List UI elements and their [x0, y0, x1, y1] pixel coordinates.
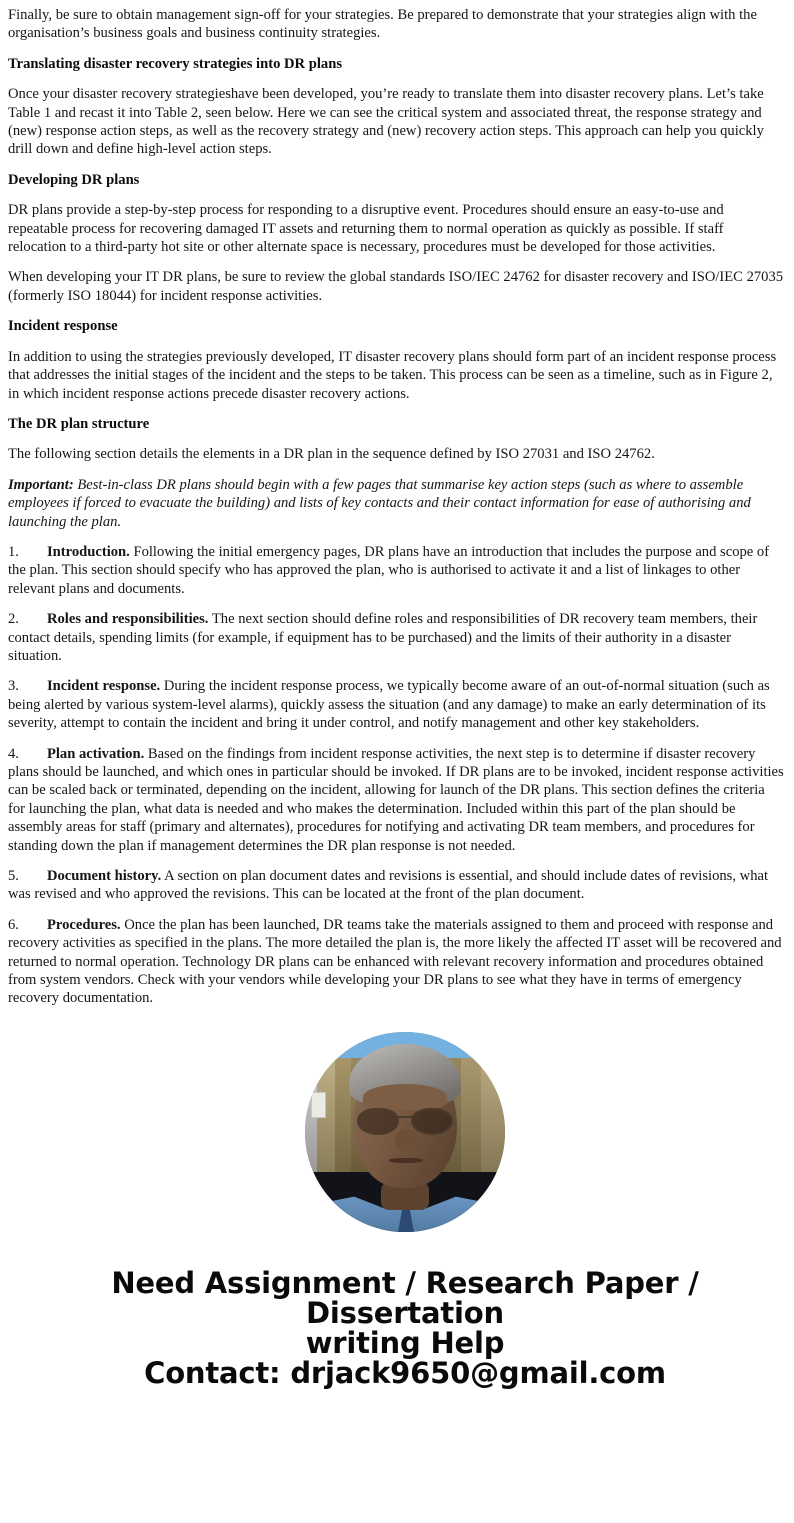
heading-developing-dr-plans: Developing DR plans [8, 171, 140, 188]
list-item [8, 677, 784, 732]
list-item-text: Once the plan has been launched, DR teams take the materials assigned to them and proceed with response and recovery activities as specified in the plans. The more detailed the plan is, the more likely the affected IT asset will be recovered and returned to normal operation. Technology DR plans can be enhanced with relevant recovery information and procedures obtained from system vendors. Check with your vendors while developing your DR plans to see what they have in terms of emergency recovery documentation. [8, 916, 782, 1007]
list-item-label: Procedures. [46, 916, 121, 933]
heading-incident-response: Incident response [8, 318, 118, 335]
list-item [8, 543, 784, 598]
list-item-label: Roles and responsibilities. [46, 611, 209, 628]
heading-dr-plan-structure: The DR plan structure [8, 415, 150, 432]
footer-advert [8, 1265, 794, 1390]
important-note-lead: Important: [8, 476, 74, 493]
portrait-lens-right [411, 1108, 453, 1135]
glasses-icon [357, 1108, 453, 1132]
paragraph-incident-response-body: In addition to using the strategies previously developed, IT disaster recovery plans should form part of an incident response process that addresses the initial stages of the incident and the steps to be taken. This process can be seen as a timeline, such as in Figure 2, in which incident response actions precede disaster recovery actions. [8, 348, 777, 402]
list-item-number: 4. [8, 745, 19, 762]
paragraph-translating-body: Once your disaster recovery strategieshave been developed, you’re ready to translate them into disaster recovery plans. Let’s take Table 1 and recast it into Table 2, seen below. Here we can see the critical system and associated threat, the response strategy and (new) response action steps, as well as the recovery strategy and (new) recovery action steps. This approach can help you quickly drill down and define high-level action steps. [8, 86, 764, 158]
paragraph-signoff: Finally, be sure to obtain management sign-off for your strategies. Be prepared to demonstrate that your strategies align with the organisation’s business goals and business continuity strategies. [8, 7, 757, 42]
avatar [305, 1032, 505, 1232]
portrait-lens-left [357, 1108, 399, 1135]
list-item-text: Based on the findings from incident response activities, the next step is to determine if disaster recovery plans should be launched, and which ones in particular should be invoked. If DR plans are to be invoked, incident response activities can be scaled back or terminated, depending on the incident, allowing for launch of the DR plans. This section defines the criteria for launching the plan, what data is needed and who makes the determination. Included within this part of the plan should be assembly areas for staff (primary and alternates), procedures for notifying and activating DR team members, and procedures for standing down the plan if management determines the DR plan response is not needed. [8, 745, 784, 854]
list-item-number: 6. [8, 916, 19, 933]
portrait-forehead [363, 1084, 447, 1110]
portrait-container [8, 1032, 794, 1232]
list-item-text: The next section should define roles and responsibilities of DR recovery team members, their contact details, spending limits (for example, if equipment has to be purchased) and the limits of their authority in a disaster situation. [8, 611, 758, 664]
footer-line-1: Need Assignment / Research Paper / Dissertation [111, 1265, 699, 1330]
list-item-text: Following the initial emergency pages, DR plans have an introduction that includes the purpose and scope of the plan. This section should specify who has approved the plan, who is authorised to activate it and a list of linkages to other relevant plans and documents. [8, 543, 770, 597]
list-item-number: 5. [8, 868, 19, 885]
important-note-text: Best-in-class DR plans should begin with a few pages that summarise key action steps (such as where to assemble employees if forced to evacuate the building) and lists of key contacts and their contact information for ease of authorising and launching the plan. [8, 476, 751, 530]
list-item-label: Document history. [46, 868, 162, 885]
paragraph-dr-structure-body: The following section details the elements in a DR plan in the sequence defined by ISO 27031 and ISO 24762. [8, 446, 655, 463]
list-item-text: During the incident response process, we typically become aware of an out-of-normal situation (such as being alerted by various system-level alarms), quickly assess the situation (and any damage) to make an early determination of its severity, attempt to contain the incident and bring it under control, and notify management and other key stakeholders. [8, 678, 770, 732]
portrait-mouth [389, 1158, 423, 1163]
list-item-number: 1. [8, 543, 19, 560]
footer-contact-email: Contact: drjack9650@gmail.com [144, 1355, 666, 1390]
heading-translating-strategies: Translating disaster recovery strategies into DR plans [8, 55, 343, 72]
portrait-nose [395, 1130, 417, 1152]
paragraph-developing-body-1: DR plans provide a step-by-step process for responding to a disruptive event. Procedures should ensure an easy-to-use and repeatable process for recovering damaged IT assets and returning them to normal operation as quickly as possible. If staff relocation to a third-party hot site or other alternate space is necessary, procedures must be developed for those activities. [8, 202, 724, 256]
important-note [8, 476, 784, 531]
list-item [8, 610, 784, 665]
list-item [8, 916, 784, 1008]
list-item [8, 745, 784, 855]
list-item-label: Introduction. [46, 543, 130, 560]
list-item-label: Incident response. [46, 678, 161, 695]
footer-line-2: writing Help [305, 1325, 505, 1360]
list-item-label: Plan activation. [46, 745, 145, 762]
paragraph-developing-body-2: When developing your IT DR plans, be sure to review the global standards ISO/IEC 24762 for disaster recovery and ISO/IEC 27035 (formerly ISO 18044) for incident response activities. [8, 269, 784, 304]
list-item-text: A section on plan document dates and revisions is essential, and should include dates of revisions, what was revised and who approved the revisions. This can be located at the front of the plan document. [8, 868, 769, 903]
portrait-wall-outlet [311, 1092, 326, 1118]
list-item-number: 2. [8, 611, 19, 628]
list-item [8, 867, 784, 904]
list-item-number: 3. [8, 678, 19, 695]
